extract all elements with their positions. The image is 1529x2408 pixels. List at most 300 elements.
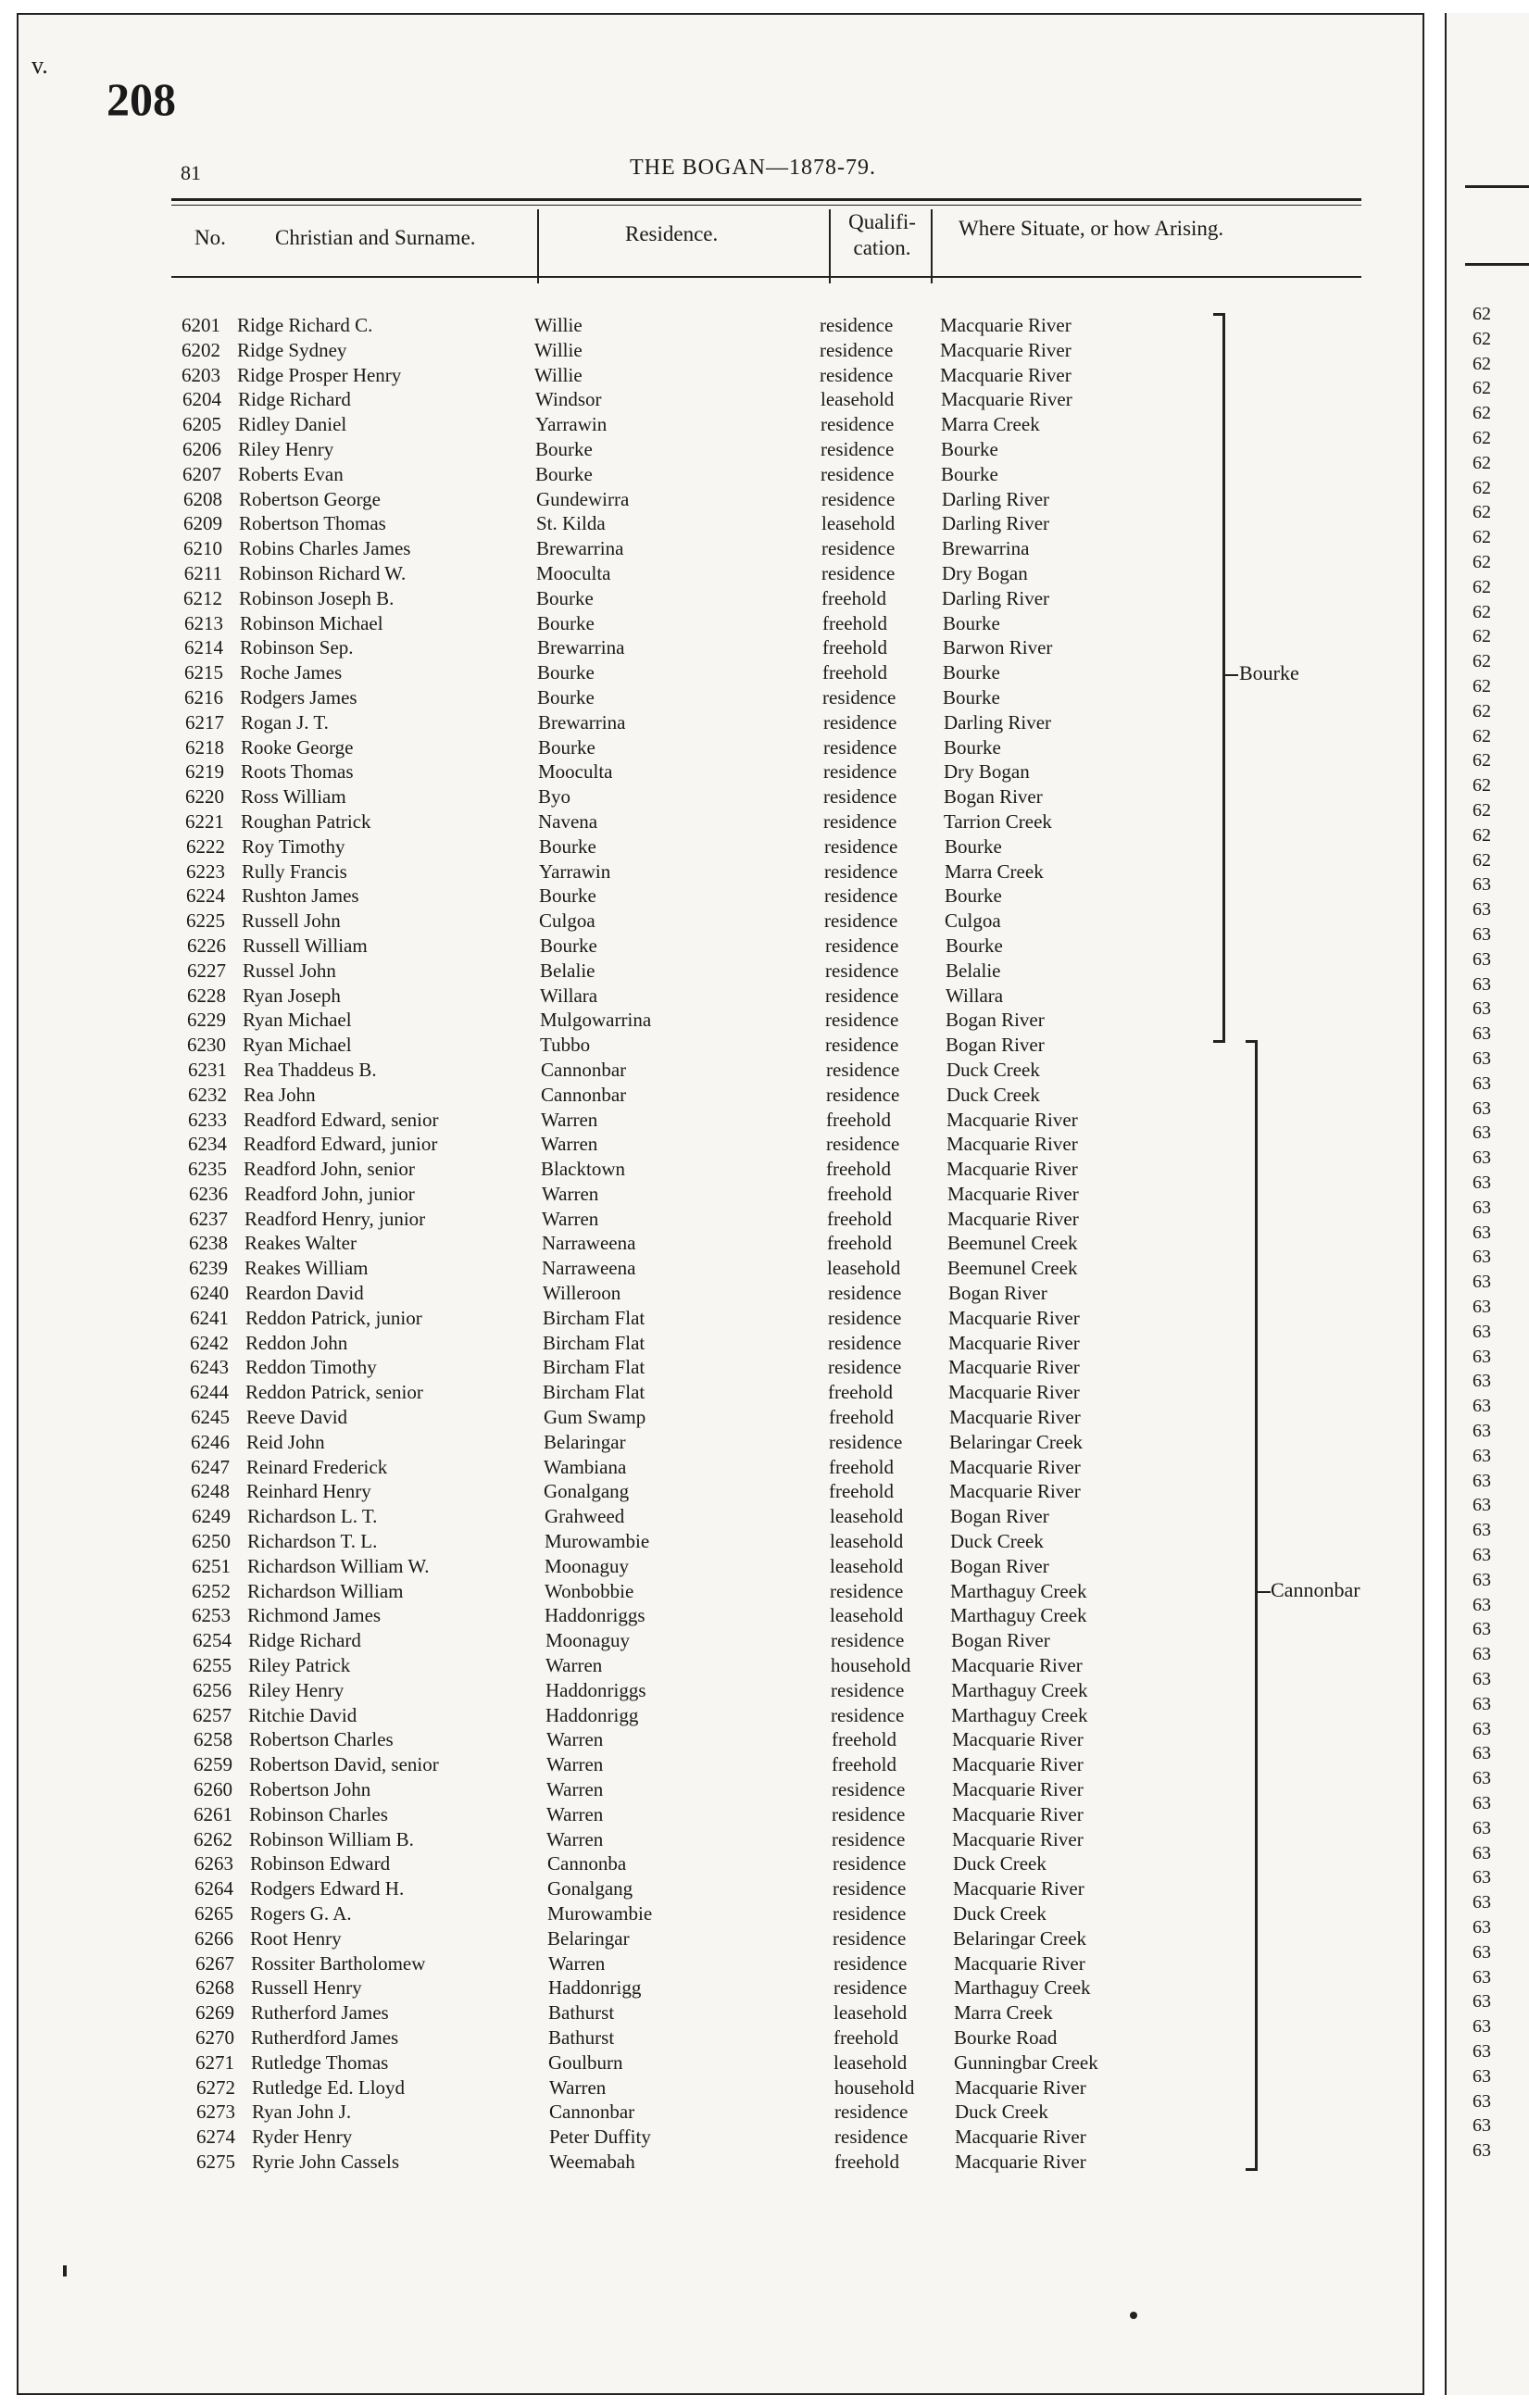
entry-name: Ryan John J. <box>252 2101 352 2124</box>
entry-qualification: residence <box>825 959 899 982</box>
entry-residence: Haddonriggs <box>545 1678 646 1701</box>
entry-qualification: freehold <box>827 1207 892 1230</box>
table-row <box>19 1529 1426 1554</box>
entry-residence: Cannonbar <box>541 1083 627 1106</box>
adjacent-entry-number: 63 <box>1473 2041 1491 2062</box>
table-row <box>19 1603 1426 1628</box>
entry-name: Richardson T. L. <box>247 1530 378 1553</box>
table-row <box>19 1678 1426 1703</box>
entry-number: 6221 <box>185 809 224 833</box>
adjacent-entry-number: 63 <box>1473 1371 1491 1392</box>
table-row <box>19 1554 1426 1579</box>
entry-name: Roughan Patrick <box>241 809 371 833</box>
entry-number: 6261 <box>194 1802 232 1825</box>
entry-residence: Cannonbar <box>541 1058 627 1081</box>
entry-residence: St. Kilda <box>536 512 606 535</box>
entry-name: Robertson Charles <box>249 1728 394 1751</box>
entry-residence: Murowambie <box>547 1902 653 1925</box>
entry-number: 6240 <box>190 1282 229 1305</box>
entry-qualification: freehold <box>833 2025 898 2049</box>
entry-residence: Wambiana <box>544 1455 627 1478</box>
entry-number: 6259 <box>194 1753 232 1776</box>
entry-residence: Haddonriggs <box>545 1604 645 1627</box>
entry-where: Bogan River <box>944 785 1043 809</box>
entry-where: Macquarie River <box>955 2150 1086 2173</box>
adjacent-entry-number: 63 <box>1473 1321 1491 1342</box>
entry-where: Bourke <box>943 611 1000 634</box>
entry-number: 6246 <box>191 1430 230 1453</box>
entry-residence: Murowambie <box>545 1530 650 1553</box>
header-residence: Residence. <box>625 222 719 245</box>
entry-residence: Moonaguy <box>545 1629 630 1652</box>
cannonbar-bracket-point <box>1258 1591 1271 1593</box>
entry-residence: Bircham Flat <box>543 1356 645 1379</box>
entry-qualification: residence <box>826 1083 900 1106</box>
adjacent-entry-number: 63 <box>1473 1793 1491 1813</box>
entry-residence: Windsor <box>535 388 602 411</box>
adjacent-entry-number: 62 <box>1473 750 1491 771</box>
entry-number: 6223 <box>186 859 225 883</box>
entry-name: Robertson John <box>249 1778 371 1801</box>
entry-number: 6232 <box>188 1083 227 1106</box>
entry-residence: Belaringar <box>547 1926 630 1950</box>
entry-residence: Bourke <box>535 462 593 485</box>
table-row <box>19 1727 1426 1752</box>
entry-where: Dry Bogan <box>944 760 1030 784</box>
entry-where: Macquarie River <box>948 1331 1080 1354</box>
adjacent-entry-number: 63 <box>1473 1917 1491 1938</box>
entry-qualification: freehold <box>832 1728 896 1751</box>
adjacent-entry-number: 63 <box>1473 1470 1491 1491</box>
entry-where: Macquarie River <box>952 1827 1084 1850</box>
adjacent-entry-number: 62 <box>1473 725 1491 746</box>
entry-residence: Navena <box>538 809 598 833</box>
entry-residence: Haddonrigg <box>545 1703 639 1726</box>
entry-residence: Warren <box>548 1951 606 1975</box>
entry-number: 6220 <box>185 785 224 809</box>
adjacent-page-edge <box>1445 13 1529 2395</box>
adjacent-entry-number: 63 <box>1473 1072 1491 1094</box>
entry-number: 6253 <box>192 1604 231 1627</box>
entry-where: Culgoa <box>945 909 1001 933</box>
entry-name: Reakes William <box>244 1257 369 1280</box>
table-row <box>19 1827 1426 1852</box>
entry-where: Bourke <box>941 437 998 460</box>
entry-number: 6262 <box>194 1827 232 1850</box>
entry-qualification: leasehold <box>830 1505 904 1528</box>
adjacent-entry-number: 62 <box>1473 676 1491 696</box>
entry-qualification: freehold <box>832 1753 896 1776</box>
entry-qualification: residence <box>820 314 894 336</box>
entry-qualification: residence <box>821 437 895 460</box>
entry-residence: Gonalgang <box>544 1480 630 1503</box>
entry-residence: Yarrawin <box>539 859 611 883</box>
entry-number: 6234 <box>188 1133 227 1156</box>
entry-where: Macquarie River <box>949 1406 1081 1429</box>
entry-where: Darling River <box>944 710 1052 734</box>
entry-where: Darling River <box>942 487 1050 510</box>
entry-where: Marra Creek <box>945 859 1044 883</box>
entry-name: Rooke George <box>241 735 354 759</box>
entry-number: 6265 <box>194 1902 233 1925</box>
entry-where: Beemunel Creek <box>947 1257 1078 1280</box>
entry-number: 6260 <box>194 1778 232 1801</box>
entry-residence: Bourke <box>539 834 596 858</box>
entry-residence: Bourke <box>540 934 597 957</box>
entry-name: Readford Edward, senior <box>244 1108 439 1131</box>
entry-number: 6245 <box>191 1406 230 1429</box>
entry-residence: Warren <box>546 1753 604 1776</box>
adjacent-entry-number: 62 <box>1473 700 1491 721</box>
entry-residence: Weemabah <box>549 2150 635 2173</box>
table-row <box>19 1703 1426 1728</box>
entry-residence: Bourke <box>537 685 595 709</box>
entry-number: 6235 <box>188 1158 227 1181</box>
entry-number: 6214 <box>184 636 223 659</box>
adjacent-entry-number: 63 <box>1473 1396 1491 1417</box>
page-number: 208 <box>107 73 176 125</box>
entry-number: 6231 <box>188 1058 227 1081</box>
adjacent-entry-number: 63 <box>1473 924 1491 945</box>
entry-number: 6233 <box>188 1108 227 1131</box>
entry-residence: Warren <box>546 1778 604 1801</box>
adjacent-entry-number: 63 <box>1473 1173 1491 1193</box>
entry-where: Duck Creek <box>946 1083 1040 1106</box>
adjacent-entry-number: 62 <box>1473 775 1491 796</box>
entry-residence: Willeroon <box>543 1282 621 1305</box>
entry-where: Bourke <box>944 735 1001 759</box>
entry-qualification: freehold <box>826 1108 891 1131</box>
table-row <box>19 1752 1426 1777</box>
entry-name: Ridge Richard C. <box>237 314 373 336</box>
adjacent-entry-number: 62 <box>1473 800 1491 821</box>
ledger-page <box>17 13 1424 2395</box>
adjacent-entry-number: 63 <box>1473 1644 1491 1665</box>
entry-number: 6224 <box>186 884 225 908</box>
entry-residence: Bircham Flat <box>543 1306 645 1329</box>
entry-residence: Moonaguy <box>545 1554 629 1577</box>
ink-dot <box>1130 2312 1137 2319</box>
table-row <box>19 1455 1426 1480</box>
entry-name: Richardson L. T. <box>247 1505 378 1528</box>
entry-name: Ryder Henry <box>252 2126 353 2149</box>
entry-name: Rossiter Bartholomew <box>251 1951 426 1975</box>
adjacent-entry-number: 63 <box>1473 1743 1491 1764</box>
table-row <box>19 1157 1426 1182</box>
entry-qualification: residence <box>825 934 899 957</box>
entry-where: Barwon River <box>943 636 1053 659</box>
entry-qualification: freehold <box>826 1158 891 1181</box>
entry-name: Reid John <box>246 1430 325 1453</box>
entry-qualification: freehold <box>829 1455 894 1478</box>
entry-name: Ryan Michael <box>243 1009 352 1032</box>
entry-qualification: residence <box>828 1282 902 1305</box>
entry-name: Riley Henry <box>248 1678 345 1701</box>
table-row <box>19 2051 1426 2076</box>
adjacent-entry-number: 63 <box>1473 1867 1491 1888</box>
entry-residence: Willie <box>534 314 583 336</box>
entry-number: 6204 <box>182 388 221 411</box>
entry-where: Marthaguy Creek <box>954 1976 1091 2000</box>
adjacent-entry-number: 63 <box>1473 973 1491 995</box>
entry-residence: Yarrawin <box>535 413 608 436</box>
entry-name: Robertson David, senior <box>249 1753 439 1776</box>
entry-where: Marthaguy Creek <box>951 1678 1088 1701</box>
entry-residence: Warren <box>542 1207 599 1230</box>
adjacent-entry-number: 63 <box>1473 1619 1491 1640</box>
entry-number: 6250 <box>192 1530 231 1553</box>
entry-where: Macquarie River <box>952 1802 1084 1825</box>
entry-qualification: residence <box>834 2101 909 2124</box>
entry-where: Belalie <box>946 959 1001 982</box>
margin-mark <box>63 2265 67 2276</box>
entry-qualification: freehold <box>821 586 886 609</box>
corner-mark: v. <box>31 52 48 79</box>
entry-number: 6273 <box>196 2101 235 2124</box>
entry-residence: Bathurst <box>548 2001 615 2025</box>
table-row <box>19 1256 1426 1281</box>
entry-residence: Peter Duffity <box>549 2126 651 2149</box>
adjacent-entry-number: 62 <box>1473 502 1491 523</box>
entry-number: 6225 <box>186 909 225 933</box>
entry-qualification: residence <box>828 1306 902 1329</box>
adjacent-entry-number: 63 <box>1473 2065 1491 2087</box>
entry-name: Richmond James <box>247 1604 382 1627</box>
entry-name: Richardson William <box>247 1579 404 1602</box>
entry-name: Rully Francis <box>242 859 347 883</box>
entry-number: 6244 <box>190 1381 229 1404</box>
entry-name: Root Henry <box>250 1926 342 1950</box>
entry-name: Robertson George <box>239 487 381 510</box>
entry-name: Ridge Richard <box>248 1629 361 1652</box>
entry-where: Duck Creek <box>953 1852 1046 1875</box>
entry-number: 6226 <box>187 934 226 957</box>
entry-name: Reddon Patrick, senior <box>245 1381 423 1404</box>
entry-number: 6271 <box>195 2051 234 2074</box>
adjacent-entry-number: 63 <box>1473 1445 1491 1466</box>
entry-qualification: residence <box>825 984 899 1007</box>
cannonbar-bracket <box>1246 1040 1258 2171</box>
entry-where: Bourke <box>943 661 1000 684</box>
adjacent-entry-number: 63 <box>1473 1520 1491 1541</box>
entry-where: Bogan River <box>946 1034 1045 1057</box>
entry-residence: Warren <box>541 1108 598 1131</box>
table-row <box>19 1355 1426 1380</box>
entry-name: Robinson Michael <box>240 611 383 634</box>
entry-name: Roche James <box>240 661 343 684</box>
entry-where: Bourke <box>946 934 1003 957</box>
adjacent-entry-number: 63 <box>1473 1545 1491 1565</box>
entry-number: 6217 <box>185 710 224 734</box>
entry-where: Belaringar Creek <box>949 1430 1084 1453</box>
adjacent-entry-number: 62 <box>1473 849 1491 871</box>
entry-qualification: freehold <box>829 1480 894 1503</box>
bourke-bracket-point <box>1225 674 1238 676</box>
entry-qualification: residence <box>823 760 897 784</box>
entry-qualification: freehold <box>827 1232 892 1255</box>
entry-where: Macquarie River <box>949 1455 1081 1478</box>
adjacent-entry-number: 63 <box>1473 2115 1491 2137</box>
entry-qualification: residence <box>831 1678 905 1701</box>
entry-qualification: residence <box>828 1356 902 1379</box>
header-rule-top <box>171 198 1361 201</box>
entry-qualification: residence <box>823 785 897 809</box>
adjacent-entry-number: 62 <box>1473 477 1491 498</box>
adjacent-entry-number: 63 <box>1473 1297 1491 1317</box>
adjacent-entry-number: 63 <box>1473 1693 1491 1714</box>
entry-qualification: residence <box>824 909 898 933</box>
entry-number: 6209 <box>183 512 222 535</box>
entry-name: Reinard Frederick <box>246 1455 388 1478</box>
entry-name: Rogers G. A. <box>250 1902 352 1925</box>
entry-number: 6263 <box>194 1852 233 1875</box>
adjacent-entry-number: 62 <box>1473 304 1491 324</box>
entry-qualification: residence <box>820 363 894 386</box>
entry-residence: Warren <box>541 1133 598 1156</box>
entry-where: Macquarie River <box>955 2126 1086 2149</box>
entry-qualification: residence <box>833 1852 907 1875</box>
table-row <box>19 1951 1426 1976</box>
entry-residence: Blacktown <box>541 1158 625 1181</box>
entry-residence: Willara <box>540 984 598 1007</box>
entry-qualification: household <box>831 1654 911 1677</box>
table-row <box>19 1083 1426 1108</box>
adjacent-entry-number: 63 <box>1473 1148 1491 1169</box>
entry-where: Beemunel Creek <box>947 1232 1078 1255</box>
entry-name: Riley Henry <box>238 437 334 460</box>
entry-residence: Tubbo <box>540 1034 591 1057</box>
entry-number: 6252 <box>192 1579 231 1602</box>
entry-name: Roots Thomas <box>241 760 354 784</box>
entry-name: Ridley Daniel <box>238 413 347 436</box>
entry-number: 6249 <box>192 1505 231 1528</box>
entry-number: 6215 <box>184 661 223 684</box>
entry-where: Duck Creek <box>953 1902 1046 1925</box>
entry-number: 6201 <box>182 314 220 336</box>
adjacent-entry-number: 62 <box>1473 576 1491 597</box>
entry-name: Readford Edward, junior <box>244 1133 438 1156</box>
group-label-bourke: Bourke <box>1239 661 1299 684</box>
entry-qualification: freehold <box>828 1381 893 1404</box>
header-name: Christian and Surname. <box>275 226 476 249</box>
adjacent-entry-number: 63 <box>1473 1023 1491 1045</box>
entry-residence: Bathurst <box>548 2025 615 2049</box>
adjacent-entry-number: 63 <box>1473 1966 1491 1988</box>
entry-qualification: leasehold <box>830 1530 904 1553</box>
table-row <box>19 2000 1426 2025</box>
adjacent-entry-number: 63 <box>1473 1222 1491 1243</box>
entry-where: Duck Creek <box>946 1058 1040 1081</box>
entry-name: Roberts Evan <box>238 462 344 485</box>
entry-where: Darling River <box>942 586 1050 609</box>
entry-qualification: residence <box>826 1058 900 1081</box>
entry-name: Reddon Timothy <box>245 1356 377 1379</box>
entry-name: Rutledge Thomas <box>251 2051 389 2074</box>
entry-number: 6210 <box>183 537 222 560</box>
adjacent-entry-number: 63 <box>1473 1941 1491 1963</box>
entry-number: 6227 <box>187 959 226 982</box>
entry-name: Riley Patrick <box>248 1654 351 1677</box>
adjacent-entry-number: 63 <box>1473 1991 1491 2013</box>
entry-number: 6228 <box>187 984 226 1007</box>
entry-qualification: residence <box>832 1802 906 1825</box>
adjacent-entry-number: 62 <box>1473 651 1491 672</box>
entry-where: Macquarie River <box>953 1877 1084 1900</box>
table-row <box>19 1380 1426 1405</box>
adjacent-entry-number: 63 <box>1473 948 1491 970</box>
table-row <box>19 1132 1426 1157</box>
entry-name: Rea Thaddeus B. <box>244 1058 377 1081</box>
entry-qualification: leasehold <box>833 2051 908 2074</box>
entry-name: Readford John, senior <box>244 1158 415 1181</box>
entry-name: Russell John <box>242 909 341 933</box>
table-row <box>19 1331 1426 1356</box>
adjacent-entry-number: 63 <box>1473 2140 1491 2162</box>
entry-where: Bourke <box>945 884 1002 908</box>
entry-residence: Gonalgang <box>547 1877 633 1900</box>
entry-qualification: leasehold <box>821 388 895 411</box>
adjacent-entry-number: 63 <box>1473 1594 1491 1615</box>
entry-residence: Warren <box>546 1728 604 1751</box>
table-row <box>19 1058 1426 1083</box>
entry-where: Macquarie River <box>948 1381 1080 1404</box>
entry-qualification: freehold <box>834 2150 899 2173</box>
entry-number: 6243 <box>190 1356 229 1379</box>
entry-qualification: freehold <box>822 661 887 684</box>
entry-where: Bogan River <box>951 1629 1050 1652</box>
entry-residence: Bourke <box>537 661 595 684</box>
entry-where: Macquarie River <box>940 363 1072 386</box>
entry-where: Macquarie River <box>952 1728 1084 1751</box>
entry-qualification: leasehold <box>821 512 896 535</box>
entry-residence: Cannonbar <box>549 2101 635 2124</box>
entry-residence: Belalie <box>540 959 595 982</box>
entry-number: 6255 <box>193 1654 232 1677</box>
entry-where: Bourke <box>943 685 1000 709</box>
page-title: THE BOGAN—1878-79. <box>630 156 876 180</box>
entry-number: 6207 <box>182 462 221 485</box>
table-row <box>19 1306 1426 1331</box>
adjacent-entry-number: 62 <box>1473 626 1491 647</box>
entry-number: 6208 <box>183 487 222 510</box>
entry-qualification: residence <box>821 537 896 560</box>
entry-qualification: residence <box>824 884 898 908</box>
entry-residence: Warren <box>545 1654 603 1677</box>
entry-name: Rushton James <box>242 884 359 908</box>
entry-name: Robinson Joseph B. <box>239 586 395 609</box>
entry-number: 6237 <box>189 1207 228 1230</box>
adjacent-entry-number: 63 <box>1473 1048 1491 1069</box>
entry-where: Macquarie River <box>946 1108 1078 1131</box>
entry-number: 6275 <box>196 2150 235 2173</box>
entry-where: Macquarie River <box>940 314 1072 336</box>
adjacent-entry-number: 63 <box>1473 1768 1491 1789</box>
adjacent-entry-number: 63 <box>1473 1247 1491 1268</box>
entry-name: Rodgers James <box>240 685 357 709</box>
entry-number: 6229 <box>187 1009 226 1032</box>
entry-where: Macquarie River <box>947 1207 1079 1230</box>
entry-residence: Warren <box>546 1802 604 1825</box>
table-row <box>19 1926 1426 1951</box>
entry-qualification: freehold <box>829 1406 894 1429</box>
table-row <box>19 2076 1426 2101</box>
entry-residence: Willie <box>534 363 583 386</box>
table-row <box>19 1504 1426 1529</box>
column-divider <box>931 209 933 283</box>
entry-qualification: residence <box>833 1902 907 1925</box>
entry-residence: Narraweena <box>542 1257 636 1280</box>
table-row <box>19 2125 1426 2150</box>
